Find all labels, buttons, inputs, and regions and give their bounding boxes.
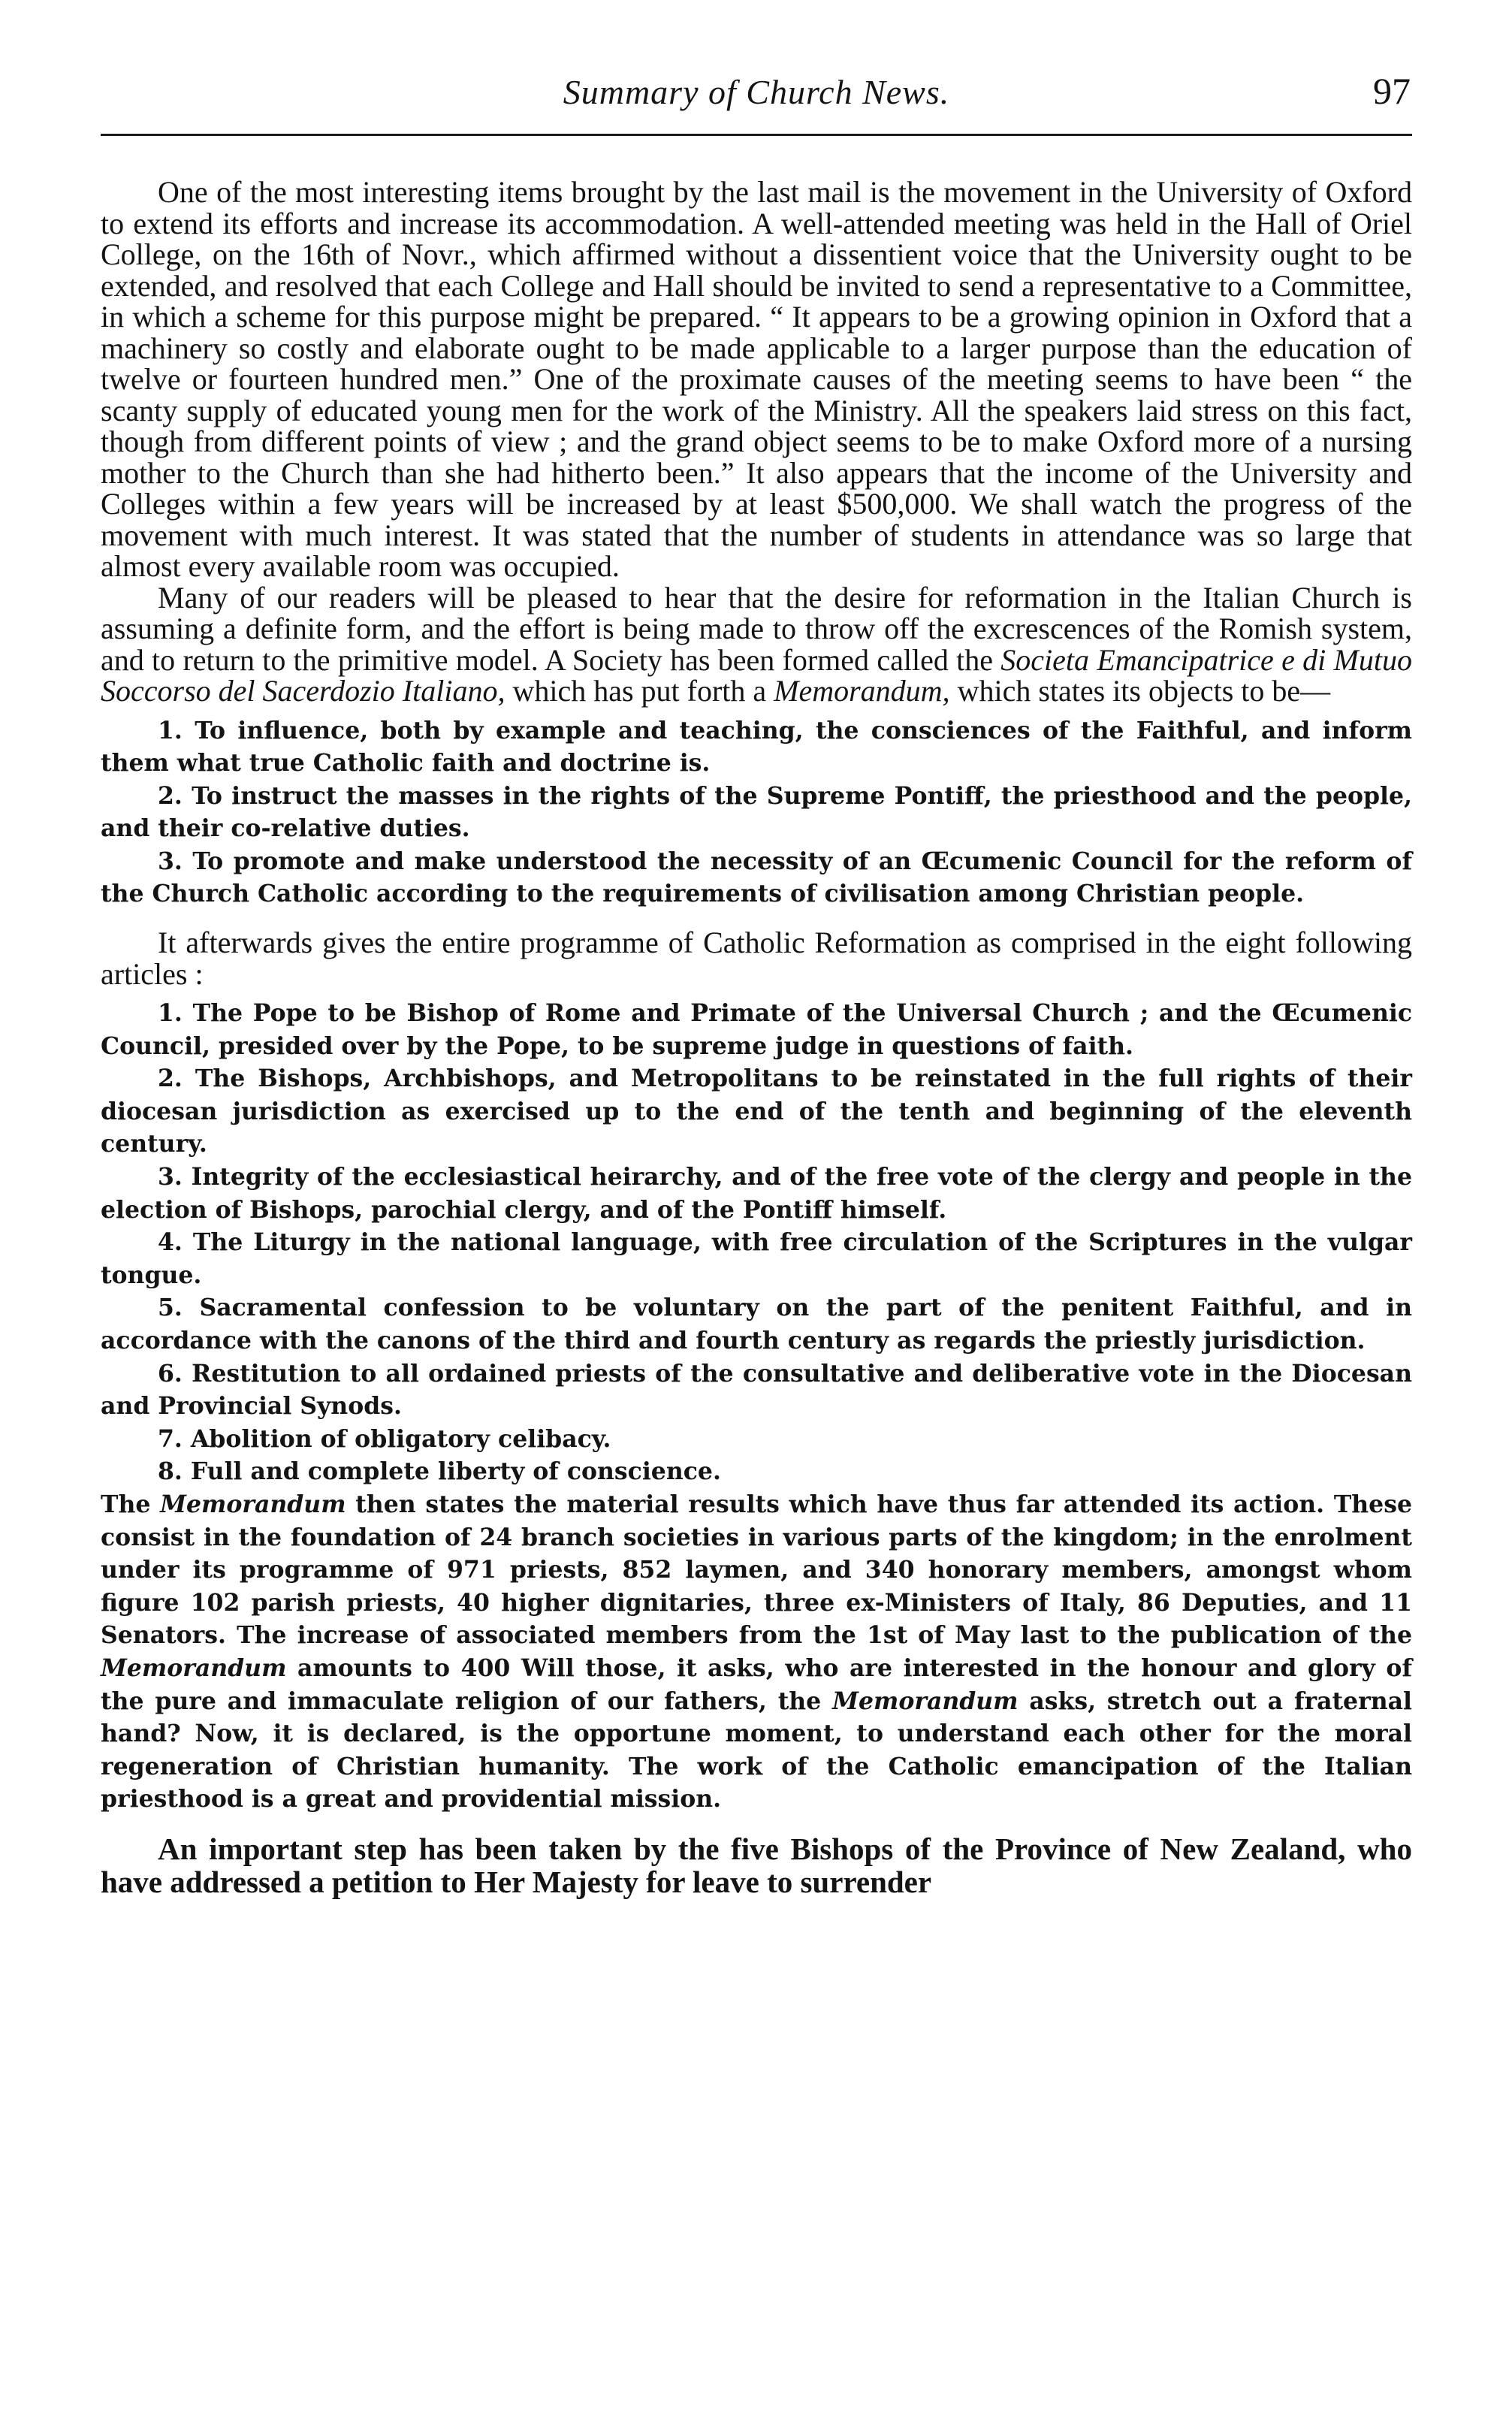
paragraph-italian-church bbox=[101, 582, 1412, 707]
running-title: Summary of Church News. bbox=[563, 73, 950, 111]
object-item: 3. To promote and make understood the necessity of an Œcumenic Council for the reform of the Church Catholic according to the requirements of civilisation among Christian people. bbox=[101, 847, 1412, 908]
results-text-3: asks, stretch out a fraternal hand? Now, it is declared, is the opportune moment, to understand each other for the moral regeneration of Christian humanity. The work of the Catholic emancipation of the Italian priesthood is a great and providential mission. bbox=[101, 1687, 1412, 1814]
page bbox=[101, 68, 1412, 2381]
memorandum-title: Memorandum bbox=[101, 1653, 287, 1682]
italian-text-2: which has put forth a bbox=[505, 674, 774, 708]
running-head bbox=[101, 68, 1412, 128]
new-zealand-section bbox=[101, 1832, 1412, 1898]
programme-intro-section bbox=[101, 927, 1412, 989]
object-item: 1. To influence, both by example and teaching, the consciences of the Faithful, and inform them what true Catholic faith and doctrine is. bbox=[101, 716, 1412, 778]
oxford-section bbox=[101, 177, 1412, 707]
article-item: 2. The Bishops, Archbishops, and Metropolitans to be reinstated in the full rights of their diocesan jurisdiction as exercised up to the end of the tenth and beginning of the eleventh century. bbox=[101, 1065, 1412, 1158]
paragraph-oxford: One of the most interesting items brought by the last mail is the movement in the University of Oxford to extend its efforts and increase its accommodation. A well-attended meeting was held in the Hall of Oriel College, on the 16th of Novr., which affirmed without a dissentient voice that the University ought to be extended, and resolved that each College and Hall should be invited to send a representative to a Committee, in which a scheme for this purpose might be prepared. “ It appears to be a growing opinion in Oxford that a machinery so costly and elaborate ought to be made applicable to a larger purpose than the education of twelve or fourteen hundred men.” One of the proximate causes of the meeting seems to have been “ the scanty supply of educated young men for the work of the Ministry. All the speakers laid stress on this fact, though from different points of view ; and the grand object seems to be to make Oxford more of a nursing mother to the Church than she had hitherto been.” It also appears that the income of the University and Colleges within a few years will be increased by at least $500,000. We shall watch the progress of the movement with much interest. It was stated that the number of students in attendance was so large that almost every available room was occupied. bbox=[101, 175, 1412, 583]
article-item: 6. Restitution to all ordained priests of the consultative and deliberative vote in the Diocesan and Provincial Synods. bbox=[101, 1359, 1412, 1421]
page-number: 97 bbox=[1373, 70, 1411, 112]
italian-text-1: Many of our readers will be pleased to hear that the desire for reformation in the Italian Church is assuming a definite form, and the effort is being made to throw off the excrescences of the Romish system, and to return to the primitive model. A Society has been formed called the bbox=[101, 580, 1412, 677]
objects-list bbox=[101, 714, 1412, 911]
memorandum-title: Memorandum, bbox=[774, 674, 950, 708]
article-item: 3. Integrity of the ecclesiastical heirarchy, and of the free vote of the clergy and people in the election of Bishops, parochial clergy, and of the Pontiff himself. bbox=[101, 1163, 1412, 1224]
object-item: 2. To instruct the masses in the rights of the Supreme Pontiff, the priesthood and the people, and their co-relative duties. bbox=[101, 781, 1412, 843]
article-item: 8. Full and complete liberty of conscience. bbox=[158, 1457, 721, 1486]
paragraph-programme-intro: It afterwards gives the entire programme of Catholic Reformation as comprised in the eight following articles : bbox=[101, 926, 1412, 991]
results-text-1: then states the material results which have thus far attended its action. These consist in the foundation of 24 branch societies in various parts of the kingdom; in the enrolment under its programme of 971 priests, 852 laymen, and 340 honorary members, amongst whom figure 102 parish priests, 40 higher dignitaries, three ex-Ministers of Italy, 86 Deputies, and 11 Senators. The increase of associated members from the 1st of May last to the publication of the bbox=[101, 1490, 1412, 1650]
results-lead: The bbox=[101, 1490, 161, 1518]
article-item: 7. Abolition of obligatory celibacy. bbox=[158, 1424, 611, 1453]
memorandum-title: Memorandum bbox=[160, 1490, 346, 1518]
article-item: 4. The Liturgy in the national language, with free circulation of the Scriptures in the vulgar tongue. bbox=[101, 1228, 1412, 1289]
paragraph-results bbox=[101, 1488, 1412, 1816]
header-rule bbox=[101, 134, 1412, 136]
article-item: 5. Sacramental confession to be voluntary on the part of the penitent Faithful, and in accordance with the canons of the third and fourth century as regards the priestly jurisdiction. bbox=[101, 1294, 1412, 1354]
articles-list bbox=[101, 997, 1412, 1816]
memorandum-title: Memorandum bbox=[832, 1687, 1019, 1715]
article-item: 1. The Pope to be Bishop of Rome and Primate of the Universal Church ; and the Œcumenic Council, presided over by the Pope, to be supreme judge in questions of faith. bbox=[101, 999, 1412, 1060]
society-name: Societa Emancipatrice e di Mutuo Soccorso del Sacerdozio Italiano, bbox=[101, 642, 1412, 708]
results-text-2: amounts to 400 Will those, it asks, who are interested in the honour and glory of the pure and immaculate religion of our fathers, the bbox=[101, 1653, 1412, 1715]
paragraph-new-zealand: An important step has been taken by the five Bishops of the Province of New Zealand, who have addressed a petition to Her Majesty for leave to surrender bbox=[101, 1831, 1412, 1899]
italian-text-3: which states its objects to be— bbox=[949, 674, 1331, 708]
